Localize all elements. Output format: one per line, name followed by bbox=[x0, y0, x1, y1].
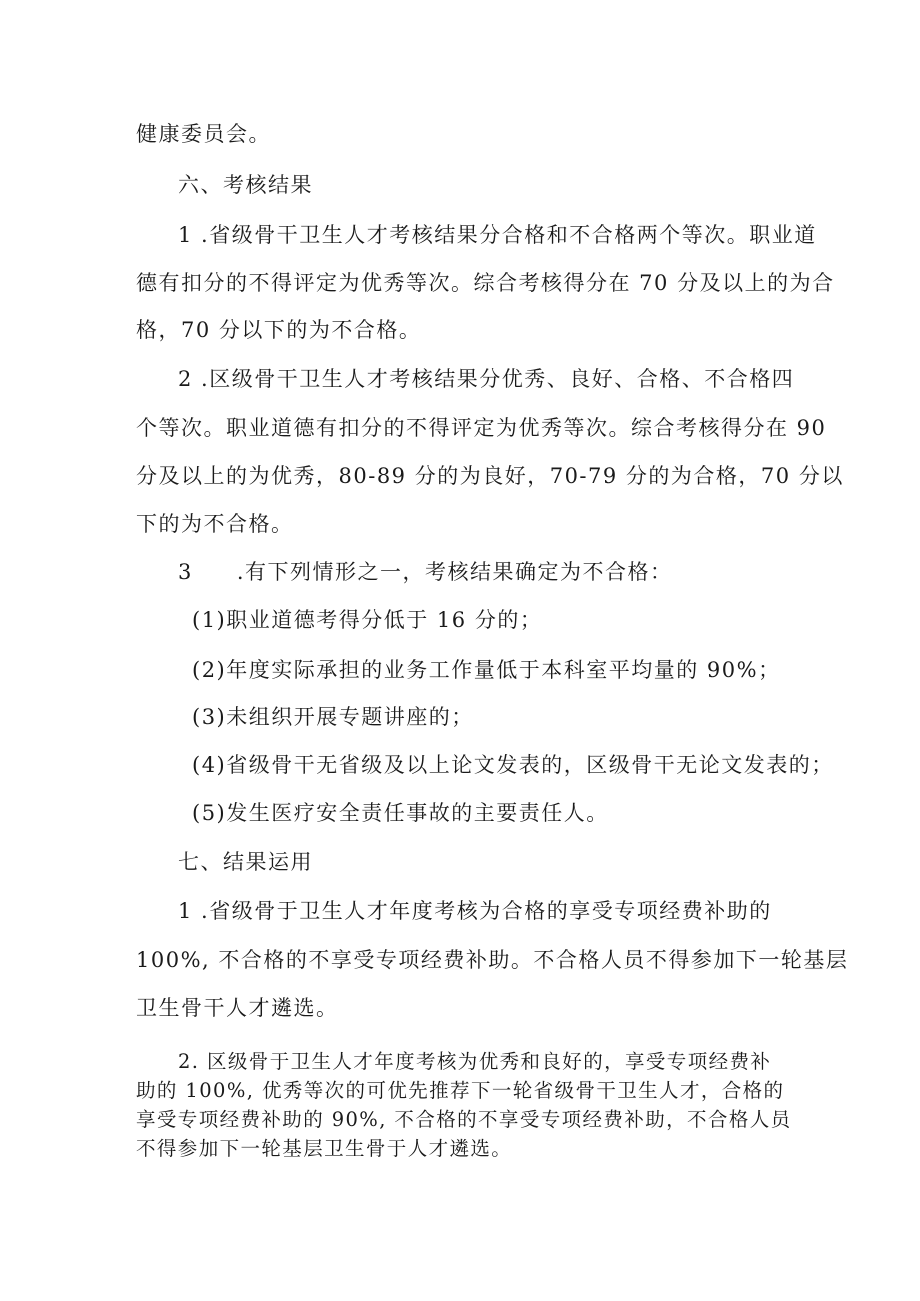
item-text: .有下列情形之一，考核结果确定为不合格： bbox=[236, 560, 673, 584]
text-line: 格，70 分以下的为不合格。 bbox=[136, 318, 422, 342]
text-line: 2. 区级骨于卫生人才年度考核为优秀和良好的，享受专项经费补 bbox=[178, 1050, 772, 1073]
text-line bbox=[178, 558, 673, 586]
text-line: 100%, 不合格的不享受专项经费补助。不合格人员不得参加下一轮基层 bbox=[136, 948, 849, 972]
text-line: 卫生骨干人才遴选。 bbox=[136, 996, 339, 1020]
text-line: 2 .区级骨干卫生人才考核结果分优秀、良好、合格、不合格四 bbox=[178, 367, 795, 391]
text-line: 1 .省级骨干卫生人才考核结果分合格和不合格两个等次。职业道 bbox=[178, 223, 817, 247]
list-item: (4)省级骨干无省级及以上论文发表的，区级骨干无论文发表的； bbox=[192, 753, 834, 777]
list-item: (1)职业道德考得分低于 16 分的； bbox=[192, 608, 543, 632]
text-line: 健康委员会。 bbox=[136, 122, 271, 146]
text-line: 分及以上的为优秀，80-89 分的为良好，70-79 分的为合格，70 分以 bbox=[136, 464, 844, 488]
list-item: (5)发生医疗安全责任事故的主要责任人。 bbox=[192, 801, 609, 825]
text-line: 1 .省级骨于卫生人才年度考核为合格的享受专项经费补助的 bbox=[178, 899, 772, 923]
section-heading: 六、考核结果 bbox=[178, 173, 313, 197]
text-line: 个等次。职业道德有扣分的不得评定为优秀等次。综合考核得分在 90 bbox=[136, 416, 827, 440]
text-line: 助的 100%, 优秀等次的可优先推荐下一轮省级骨干卫生人才，合格的 bbox=[136, 1079, 785, 1102]
text-line: 不得参加下一轮基层卫生骨于人才遴选。 bbox=[136, 1137, 513, 1160]
list-item: (2)年度实际承担的业务工作量低于本科室平均量的 90%； bbox=[192, 658, 781, 682]
text-line: 下的为不合格。 bbox=[136, 512, 294, 536]
item-number: 3 bbox=[178, 560, 193, 584]
list-item: (3)未组织开展专题讲座的； bbox=[192, 705, 474, 729]
text-line: 德有扣分的不得评定为优秀等次。综合考核得分在 70 分及以上的为合 bbox=[136, 271, 835, 295]
section-heading: 七、结果运用 bbox=[178, 850, 313, 874]
text-line: 享受专项经费补助的 90%, 不合格的不享受专项经费补助，不合格人员 bbox=[136, 1108, 792, 1131]
